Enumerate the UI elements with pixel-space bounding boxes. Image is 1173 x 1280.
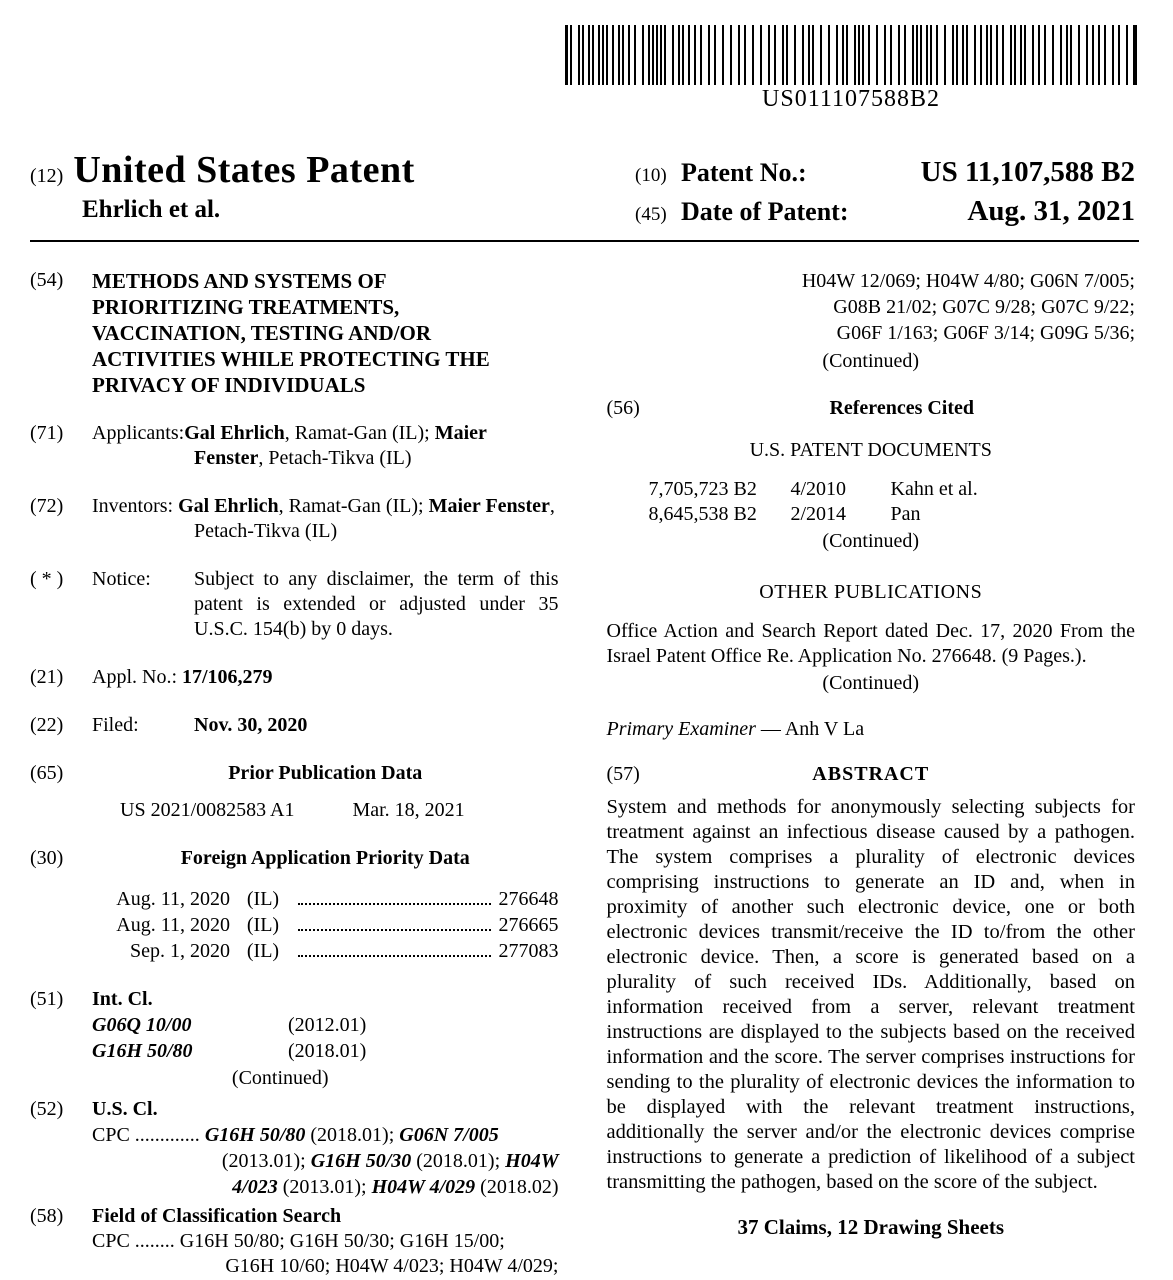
dot-leader xyxy=(298,929,491,931)
cpc-code: G16H 50/30 xyxy=(310,1150,412,1172)
field-search-line: CPC ........ G16H 50/80; G16H 50/30; G16H 15/00; xyxy=(92,1230,505,1252)
cpc-code: H04W 4/029 xyxy=(371,1176,476,1198)
claims-drawing-sheets: 37 Claims, 12 Drawing Sheets xyxy=(737,1215,1005,1239)
code-12: (12) xyxy=(30,165,64,187)
invention-title-line: VACCINATION, TESTING AND/OR xyxy=(92,321,431,345)
priority-country: (IL) xyxy=(246,940,280,962)
cpc-version: (2018.01); xyxy=(411,1150,506,1172)
section-21-num: (21) xyxy=(30,666,64,688)
inventor-name: Gal Ehrlich xyxy=(178,495,279,517)
primary-examiner-line xyxy=(607,717,1136,742)
cpc-code: G16H 50/80 xyxy=(204,1124,306,1146)
section-filed xyxy=(30,713,559,738)
foreign-priority-heading: Foreign Application Priority Data xyxy=(180,847,470,869)
reference-name: Kahn et al. xyxy=(890,478,978,500)
priority-date: Aug. 11, 2020 xyxy=(116,888,230,910)
section-title xyxy=(30,268,559,398)
section-71-num: (71) xyxy=(30,422,64,444)
applicants-text xyxy=(92,421,559,471)
patent-authors: Ehrlich et al. xyxy=(82,196,221,223)
notice-label: Notice: xyxy=(92,568,151,590)
cpc-version: (2018.02) xyxy=(475,1176,559,1198)
inventor-location: , Ramat-Gan (IL); xyxy=(278,495,429,517)
priority-country: (IL) xyxy=(246,914,280,936)
priority-app-number: 276648 xyxy=(498,888,559,910)
barcode-icon xyxy=(565,25,1137,85)
priority-app-number: 277083 xyxy=(498,940,559,962)
us-patent-documents-heading: U.S. PATENT DOCUMENTS xyxy=(749,439,992,461)
int-cl-heading: Int. Cl. xyxy=(92,988,153,1010)
continued-note: (Continued) xyxy=(822,672,920,694)
priority-country: (IL) xyxy=(246,888,280,910)
section-int-cl xyxy=(30,987,559,1091)
section-appl-no xyxy=(30,665,559,690)
reference-date: 4/2010 xyxy=(790,478,847,500)
filed-label: Filed: xyxy=(92,714,139,736)
section-prior-publication xyxy=(30,761,559,823)
appl-no-value: 17/106,279 xyxy=(182,666,273,688)
dot-leader xyxy=(298,903,491,905)
int-cl-version: (2018.01) xyxy=(288,1040,367,1062)
cpc-line xyxy=(92,1174,559,1200)
right-column xyxy=(607,268,1136,1280)
cpc-version: (2018.01); xyxy=(305,1124,400,1146)
continued-note: (Continued) xyxy=(822,350,920,372)
filed-date: Nov. 30, 2020 xyxy=(194,714,308,736)
priority-row xyxy=(92,938,559,964)
section-inventors xyxy=(30,494,559,544)
section-58-num: (58) xyxy=(30,1205,64,1227)
section-51-num: (51) xyxy=(30,988,64,1010)
cpc-line xyxy=(92,1122,559,1148)
other-publications-heading: OTHER PUBLICATIONS xyxy=(759,581,983,603)
publication-number: US 2021/0082583 A1 xyxy=(120,799,295,821)
date-of-patent-value: Aug. 31, 2021 xyxy=(967,195,1135,227)
us-cl-heading: U.S. Cl. xyxy=(92,1098,158,1120)
notice-asterisk: ( * ) xyxy=(30,568,64,590)
inventor-name: Maier Fenster xyxy=(428,495,550,517)
int-cl-code: G06Q 10/00 xyxy=(92,1014,192,1036)
abstract-text: System and methods for anonymously selecting subjects for treatment against an infectious disease caused by a pathogen. The system comprises a plurality of electronic devices comprising instructions to generate an ID and, when in proximity of another such electronic device, one or both electronic devices transmit/receive the ID to/from the other electronic device. Then, a score is generated based on a plurality of such received IDs. Additionally, based on information received from a server, relevant treatment instructions are displayed to the subjects based on the received information and the score. The server comprises instructions for sending to the plurality of electronic devices the information to be displayed with the relevant treatment instructions, additionally the server and/or the electronic devices comprise instructions to generate a prediction of likelihood of a subject transmitting the pathogen, based on the score of the subject. xyxy=(606,796,1135,1193)
publication-date: Mar. 18, 2021 xyxy=(352,799,465,821)
section-56-num: (56) xyxy=(606,397,640,419)
reference-date: 2/2014 xyxy=(790,503,847,525)
priority-date: Aug. 11, 2020 xyxy=(116,914,230,936)
applicant-name: Maier Fenster xyxy=(194,422,487,469)
references-heading: References Cited xyxy=(829,397,975,419)
abstract-heading-row xyxy=(607,762,1136,787)
header-left xyxy=(30,148,415,234)
inventors-text xyxy=(92,494,559,544)
cpc-code: 4/023 xyxy=(232,1176,278,1198)
date-of-patent-label: Date of Patent: xyxy=(681,197,849,226)
section-52-num: (52) xyxy=(30,1098,64,1120)
int-cl-row xyxy=(92,1012,559,1038)
invention-title-line: PRIORITIZING TREATMENTS, xyxy=(92,295,400,319)
section-field-search xyxy=(30,1204,559,1279)
reference-patent-number: 7,705,723 B2 xyxy=(648,478,757,500)
cpc-continuation-line: G06F 1/163; G06F 3/14; G09G 5/36; xyxy=(836,322,1135,344)
priority-row xyxy=(92,886,559,912)
reference-row xyxy=(649,502,1136,527)
patent-no-label: Patent No.: xyxy=(681,158,807,187)
other-publications-text: Office Action and Search Report dated Dec. 17, 2020 From the Israel Patent Office Re. Application No. 276648. (9 Pages.). xyxy=(606,620,1135,667)
reference-row xyxy=(649,477,1136,502)
continued-note: (Continued) xyxy=(231,1067,329,1089)
applicants-label: Applicants: xyxy=(92,422,185,444)
barcode-block xyxy=(565,25,1137,113)
invention-title-line: ACTIVITIES WHILE PROTECTING THE xyxy=(92,347,490,371)
header-divider xyxy=(30,240,1139,242)
section-notice xyxy=(30,567,559,642)
dot-leader xyxy=(298,955,491,957)
inventors-label: Inventors: xyxy=(92,495,179,517)
patent-no-value: US 11,107,588 B2 xyxy=(920,156,1135,188)
invention-title-line: METHODS AND SYSTEMS OF xyxy=(92,269,387,293)
cpc-version: (2013.01); xyxy=(221,1150,311,1172)
code-45: (45) xyxy=(635,204,667,225)
prior-publication-heading: Prior Publication Data xyxy=(228,762,423,784)
cpc-prefix: CPC ............. xyxy=(92,1124,205,1146)
notice-text: Subject to any disclaimer, the term of this patent is extended or adjusted under 35 U.S.C. 154(b) by 0 days. xyxy=(194,568,559,640)
section-applicants xyxy=(30,421,559,471)
field-search-heading: Field of Classification Search xyxy=(92,1205,342,1227)
continued-note: (Continued) xyxy=(822,530,920,552)
section-22-num: (22) xyxy=(30,714,64,736)
cpc-code: H04W xyxy=(505,1150,559,1172)
section-us-cl xyxy=(30,1097,559,1200)
section-57-num: (57) xyxy=(606,763,640,785)
abstract-heading: ABSTRACT xyxy=(812,763,930,785)
priority-row xyxy=(92,912,559,938)
priority-date: Sep. 1, 2020 xyxy=(130,940,230,962)
cpc-line xyxy=(92,1148,559,1174)
cpc-continuation-line: G08B 21/02; G07C 9/28; G07C 9/22; xyxy=(833,296,1135,318)
section-65-num: (65) xyxy=(30,762,64,784)
appl-no-label: Appl. No.: xyxy=(92,666,177,688)
int-cl-row xyxy=(92,1038,559,1064)
field-search-line: G16H 10/60; H04W 4/023; H04W 4/029; xyxy=(225,1255,559,1277)
applicant-name: Gal Ehrlich xyxy=(184,422,285,444)
section-references xyxy=(607,396,1136,421)
cpc-code: G06N 7/005 xyxy=(399,1124,499,1146)
int-cl-version: (2012.01) xyxy=(288,1014,367,1036)
barcode-number: US011107588B2 xyxy=(762,86,940,112)
section-54-num: (54) xyxy=(30,269,64,291)
left-column xyxy=(30,268,559,1280)
section-72-num: (72) xyxy=(30,495,64,517)
inventor-location: , Petach-Tikva (IL) xyxy=(194,495,555,542)
section-30-num: (30) xyxy=(30,847,64,869)
document-type-title: United States Patent xyxy=(73,149,415,191)
cpc-continuation-line: H04W 12/069; H04W 4/80; G06N 7/005; xyxy=(801,270,1135,292)
cpc-continuation xyxy=(607,268,1136,374)
code-10: (10) xyxy=(635,165,667,186)
applicant-location: , Ramat-Gan (IL); xyxy=(284,422,435,444)
section-foreign-priority xyxy=(30,846,559,964)
cpc-version: (2013.01); xyxy=(277,1176,372,1198)
patent-date-row xyxy=(635,195,1135,228)
priority-app-number: 276665 xyxy=(498,914,559,936)
int-cl-code: G16H 50/80 xyxy=(92,1040,193,1062)
reference-patent-number: 8,645,538 B2 xyxy=(648,503,757,525)
reference-name: Pan xyxy=(890,503,921,525)
header-right xyxy=(635,148,1135,234)
header xyxy=(30,148,1135,234)
invention-title-line: PRIVACY OF INDIVIDUALS xyxy=(92,373,366,397)
primary-examiner-label: Primary Examiner xyxy=(606,718,756,740)
applicant-location: , Petach-Tikva (IL) xyxy=(258,447,412,469)
primary-examiner-name: — Anh V La xyxy=(755,718,865,740)
patent-number-row xyxy=(635,156,1135,189)
